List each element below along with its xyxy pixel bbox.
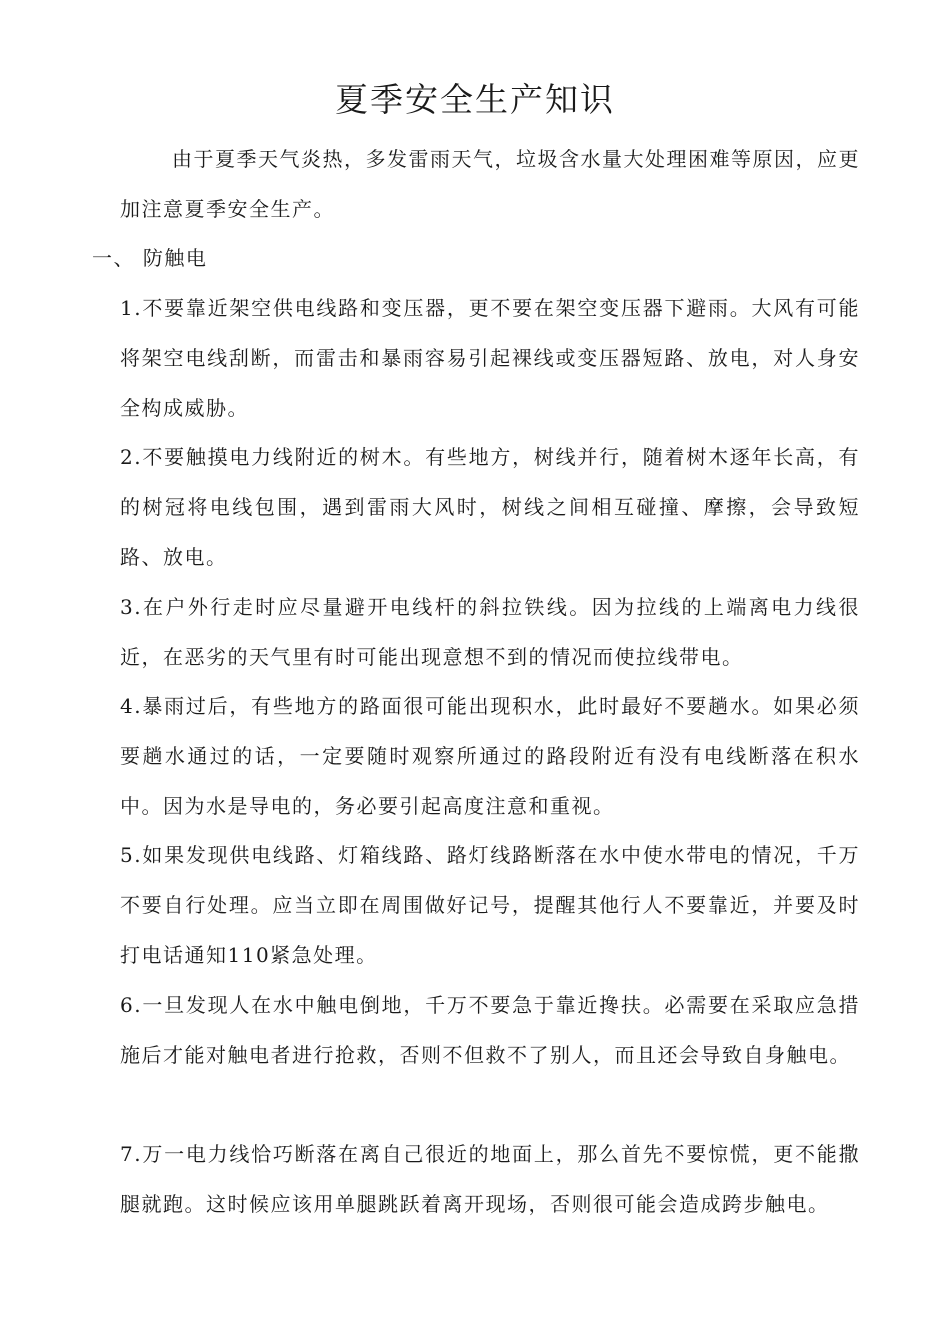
list-item-6: 6.一旦发现人在水中触电倒地，千万不要急于靠近搀扶。必需要在采取应急措施后才能对触电者进行抢救，否则不但救不了别人，而且还会导致自身触电。 [120, 993, 860, 1067]
page-title: 夏季安全生产知识 [335, 80, 615, 119]
list-item-4: 4.暴雨过后，有些地方的路面很可能出现积水，此时最好不要趟水。如果必须要趟水通过的话，一定要随时观察所通过的路段附近有没有电线断落在积水中。因为水是导电的，务必要引起高度注意和重视。 [120, 694, 860, 818]
list-item-5: 5.如果发现供电线路、灯箱线路、路灯线路断落在水中使水带电的情况，千万不要自行处理。应当立即在周围做好记号，提醒其他行人不要靠近，并要及时打电话通知110紧急处理。 [120, 843, 860, 967]
intro-paragraph: 由于夏季天气炎热，多发雷雨天气，垃圾含水量大处理困难等原因，应更加注意夏季安全生产。 [120, 147, 860, 221]
list-item-2: 2.不要触摸电力线附近的树木。有些地方，树线并行，随着树木逐年长高，有的树冠将电线包围，遇到雷雨大风时，树线之间相互碰撞、摩擦，会导致短路、放电。 [120, 445, 860, 569]
list-item-7: 7.万一电力线恰巧断落在离自己很近的地面上，那么首先不要惊慌，更不能撒腿就跑。这时候应该用单腿跳跃着离开现场，否则很可能会造成跨步触电。 [120, 1142, 860, 1216]
section-heading: 一、 防触电 [92, 246, 208, 270]
list-item-3: 3.在户外行走时应尽量避开电线杆的斜拉铁线。因为拉线的上端离电力线很近，在恶劣的天气里有时可能出现意想不到的情况而使拉线带电。 [120, 595, 860, 669]
list-item-1: 1.不要靠近架空供电线路和变压器，更不要在架空变压器下避雨。大风有可能将架空电线刮断，而雷击和暴雨容易引起裸线或变压器短路、放电，对人身安全构成威胁。 [120, 296, 860, 420]
